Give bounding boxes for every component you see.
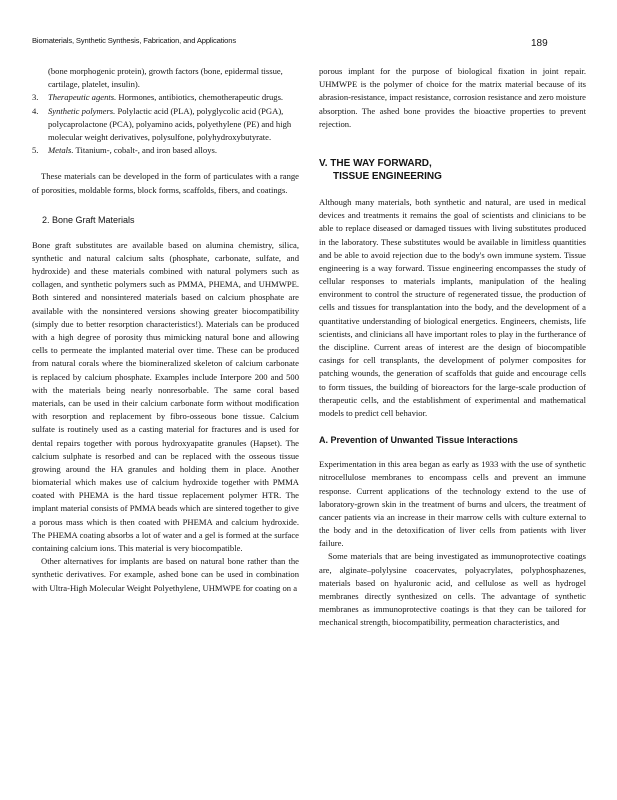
list-item: [32, 144, 299, 157]
paragraph-bone-graft: Bone graft substitutes are available based on alumina chemistry, silica, synthetic and natural calcium salts (phosphate, carbonate, sulfate, and hydroxide) and these materials combined with natural polymers such as collagen, and synthetic polymers such as PMMA, PHEMA, and UHMWPE. Both sintered and nonsintered materials based on calcium phosphate are available with the nonsintered versions showing greater biocompatibility (simply due to better resorption characteristics!). Materials can be produced with a high degree of porosity thus mimicking natural bone and allowing cells to permeate the implanted material over time. These can be produced from natural corals where the biomineralized skeleton of calcium carbonate is replaced by calcium phosphate. Examples include Interpore 200 and 500 with the materials being nearly nonresorbable. The same coral based materials, can be used in their calcium carbonate form without modification with resorption and replacement by fibro-osseous bone tissue. Calcium sulfate is routinely used as a casting material for fractures and is used for dental repairs together with porous hydroxyapatite granules (Hapset). The calcium sulphate is resorbed and can be replaced with the osseous tissue growing around the HA granules and holding them in place. Another biomaterial which makes use of calcium hydroxide together with PMMA coated with PHEMA is the hard tissue replacement polymer HTR. The implant material consists of PMMA beads which are sintered together to give a porous mass which is then coated with PHEMA and calcium hydroxide. The PHEMA coating absorbs a lot of water and a gel is formed at the surface containing calcium ions. This material is very biocompatible.: [32, 239, 299, 553]
list-item-number: 5.: [32, 145, 39, 156]
section-heading-line-2: TISSUE ENGINEERING: [333, 170, 442, 182]
paragraph-alternatives: Other alternatives for implants are based on natural bone rather than the synthetic derivatives. For example, ashed bone can be used in combination with Ultra-High Molecular Weight Polyethylene, UHMWPE for coating on a: [32, 556, 299, 593]
page-number: 189: [531, 38, 548, 49]
paragraph-material-forms: These materials can be developed in the form of particulates with a range of porosities, moldable forms, block forms, scaffolds, fibers, and coatings.: [32, 171, 299, 195]
paragraph-tissue-engineering: Although many materials, both synthetic and natural, are used in medical devices and treatments it remains the goal of scientists and clinicians to be able to replace diseased or damaged tissues with living substitutes produced in the laboratory. These substitutes would be available in limitless quantities and be able to avoid rejection due to the body's own immune system. Tissue engineering is a way forward. Tissue engineering encompasses the study of cellular responses to materials implants, manipulation of the healing environment to control the structure of regenerated tissue, the production of cells and tissues for transplantation into the body, and the development of a quantitative understanding of biological energetics. Engineers, chemists, life scientists, and clinicians all have important roles to play in the furtherance of the discipline. Current areas of interest are the design of biocompatible casings for cell transplants, the development of polymer composites for patching wounds, the generation of scaffolds that guide and encourage cells to form tissues, the building of bioreactors for the large-scale production of therapeutic cells, and the establishment of experimental and mathematical models to predict cell behavior.: [319, 196, 586, 418]
list-item-text: Polylactic acid (PLA), polyglycolic acid (PGA), polycaprolactone (PCA), polyamino acids, polyethylene (PE) and high molecular weight derivatives, polysulfone, polyhydroxybutyrate.: [48, 105, 292, 142]
list-item-text: Hormones, antibiotics, chemotherapeutic drugs.: [116, 92, 284, 103]
item-list: [32, 65, 299, 157]
subsection-heading-prevention: A. Prevention of Unwanted Tissue Interactions: [319, 435, 518, 446]
list-item-term: Synthetic polymers.: [48, 105, 116, 116]
paragraph-experimentation: Experimentation in this area began as early as 1933 with the use of synthetic nitrocellulose membranes to encompass cells and prevent an immune response. Current applications of the technology extend to the use of laboratory-grown skin in the treatment of burns and ulcers, the treatment of cancer patients via an increase in their marrow cells with culture external to the body and in the detoxification of liver cells from patients with liver failure.: [319, 459, 586, 549]
list-item-term: Metals.: [48, 145, 74, 156]
list-item-number: 3.: [32, 92, 39, 103]
left-column: [32, 65, 299, 595]
running-head-title: Biomaterials, Synthetic Synthesis, Fabrication, and Applications: [32, 36, 236, 45]
paragraph-continuation: porous implant for the purpose of biological fixation in joint repair. UHMWPE is the polymer of choice for the matrix material because of its abrasion-resistance, impact resistance, corrosion resistance and zero moisture absorption. The ashed bone provides the bioactive properties to prevent rejection.: [319, 66, 586, 129]
list-item-text: Titanium-, cobalt-, and iron based alloys.: [73, 145, 217, 156]
list-item: [32, 65, 299, 91]
list-item-text: (bone morphogenic protein), growth factors (bone, epidermal tissue, cartilage, platelet, insulin).: [48, 66, 283, 90]
list-item-term: Therapeutic agents.: [48, 92, 117, 103]
section-heading-line-1: V. THE WAY FORWARD,: [319, 157, 432, 169]
section-heading-way-forward: [319, 157, 586, 183]
paragraph-immunoprotective-materials: Some materials that are being investigated as immunoprotective coatings are, alginate–polylysine coacervates, polyacrylates, polyphosphazenes, materials based on hyaluronic acid, and cellulose as well as hydrogel membranes directly synthesized on cells. The advantage of synthetic membranes as immunoprotective coatings is that they can be tailored for mechanical strength, biocompatibility, permeation characteristics, and: [319, 551, 586, 628]
list-item: [32, 91, 299, 104]
right-column: [319, 65, 586, 630]
list-item-number: 4.: [32, 105, 39, 116]
list-item: [32, 105, 299, 145]
subheading-bone-graft: 2. Bone Graft Materials: [42, 214, 135, 225]
